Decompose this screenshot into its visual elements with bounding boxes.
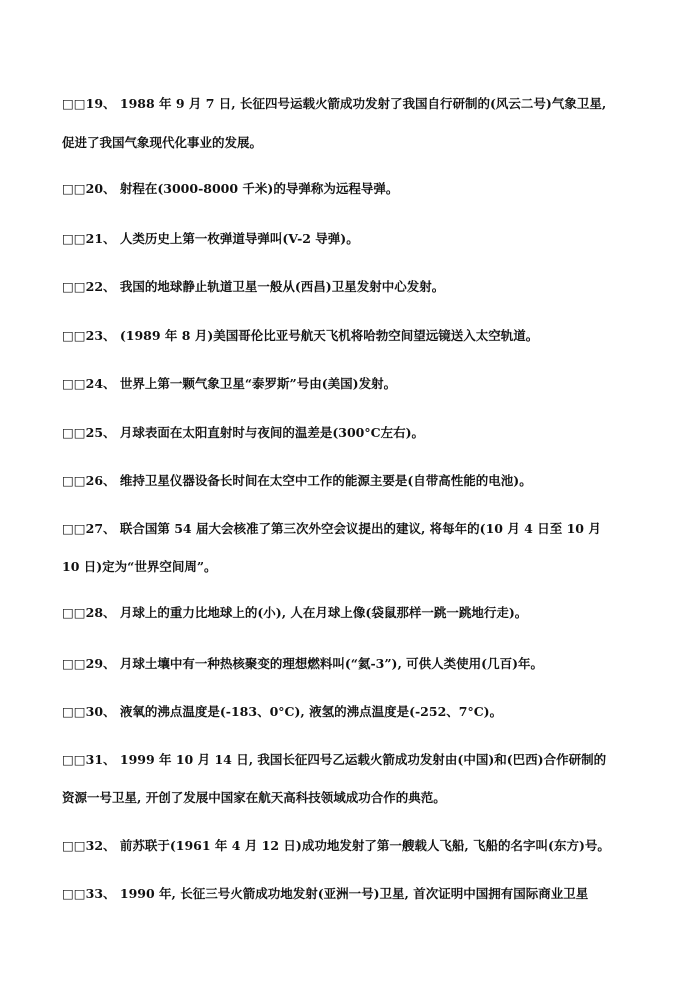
text-line-q21: □□21、 人类历史上第一枚弹道导弹叫(V-2 导弹)。 [62, 231, 359, 246]
text-line-q22: □□22、 我国的地球静止轨道卫星一般从(西昌)卫星发射中心发射。 [62, 279, 445, 294]
text-line-q27-cont: 10 日)定为“世界空间周”。 [62, 559, 217, 574]
text-line-q27: □□27、 联合国第 54 届大会核准了第三次外空会议提出的建议, 将每年的(10 月 4 日至 10 月 [62, 521, 601, 536]
text-line-q19-cont: 促进了我国气象现代化事业的发展。 [62, 135, 263, 150]
text-line-q23: □□23、 (1989 年 8 月)美国哥伦比亚号航天飞机将哈勃空间望远镜送入太空轨道。 [62, 328, 539, 343]
text-line-q24: □□24、 世界上第一颗气象卫星“泰罗斯”号由(美国)发射。 [62, 376, 397, 391]
text-line-q31-cont: 资源一号卫星, 开创了发展中国家在航天高科技领域成功合作的典范。 [62, 790, 446, 805]
text-line-q29: □□29、 月球土壤中有一种热核聚变的理想燃料叫(“氦-3”), 可供人类使用(几百)年。 [62, 656, 543, 671]
text-line-q31: □□31、 1999 年 10 月 14 日, 我国长征四号乙运载火箭成功发射由(中国)和(巴西)合作研制的 [62, 752, 607, 767]
text-line-q26: □□26、 维持卫星仪器设备长时间在太空中工作的能源主要是(自带高性能的电池)。 [62, 473, 532, 488]
text-line-q25: □□25、 月球表面在太阳直射时与夜间的温差是(300°C左右)。 [62, 425, 424, 440]
text-line-q20: □□20、 射程在(3000-8000 千米)的导弹称为远程导弹。 [62, 181, 399, 196]
text-line-q28: □□28、 月球上的重力比地球上的(小), 人在月球上像(袋鼠那样一跳一跳地行走)。 [62, 605, 528, 620]
text-line-q33: □□33、 1990 年, 长征三号火箭成功地发射(亚洲一号)卫星, 首次证明中国拥有国际商业卫星 [62, 886, 589, 901]
text-line-q19: □□19、 1988 年 9 月 7 日, 长征四号运载火箭成功发射了我国自行研制的(风云二号)气象卫星, [62, 96, 607, 111]
text-line-q30: □□30、 液氧的沸点温度是(-183、0°C), 液氢的沸点温度是(-252、7°C)。 [62, 704, 503, 719]
text-line-q32: □□32、 前苏联于(1961 年 4 月 12 日)成功地发射了第一艘载人飞船, 飞船的名字叫(东方)号。 [62, 838, 610, 853]
